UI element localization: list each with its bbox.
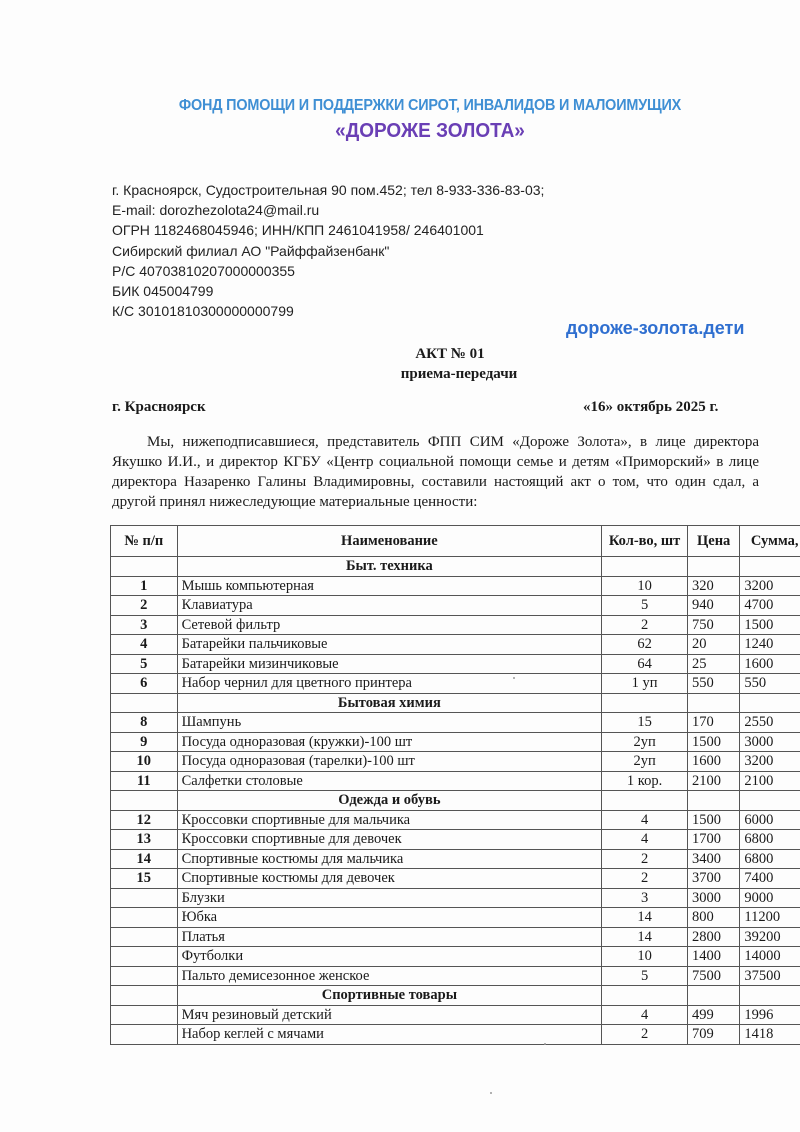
table-row xyxy=(111,752,800,772)
cell-price: 550 xyxy=(687,674,739,694)
cell-name: Платья xyxy=(177,927,602,947)
cell-name: Мяч резиновый детский xyxy=(177,1005,602,1025)
table-row xyxy=(111,674,800,694)
cell-qty: 10 xyxy=(602,947,688,967)
cell-qty xyxy=(602,986,688,1006)
act-intro-paragraph: Мы, нижеподписавшиеся, представитель ФПП СИМ «Дороже Золота», в лице директора Якушко И.И., и директор КГБУ «Центр социальной помощи семье и детям «Приморский» в лице директора Назаренко Галины Владимировны, составили настоящий акт о том, что один сдал, а другой принял нижеследующие материальные ценности: xyxy=(112,434,759,510)
cell-num: 9 xyxy=(111,732,178,752)
table-row xyxy=(111,869,800,889)
cell-price: 320 xyxy=(687,576,739,596)
website-link: дороже-золота.дети xyxy=(566,318,745,338)
cell-name: Юбка xyxy=(177,908,602,928)
scan-speck xyxy=(513,677,515,679)
table-row xyxy=(111,830,800,850)
cell-name: Сетевой фильтр xyxy=(177,615,602,635)
cell-price: 3700 xyxy=(687,869,739,889)
header-qty: Кол-во, шт xyxy=(602,526,688,557)
cell-qty: 14 xyxy=(602,908,688,928)
cell-sum: 550 xyxy=(740,674,800,694)
cell-name: Шампунь xyxy=(177,713,602,733)
cell-num: 13 xyxy=(111,830,178,850)
table-row xyxy=(111,635,800,655)
cell-num: 4 xyxy=(111,635,178,655)
cell-qty: 64 xyxy=(602,654,688,674)
cell-qty xyxy=(602,693,688,713)
table-row xyxy=(111,1025,800,1045)
cell-sum xyxy=(740,791,800,811)
cell-qty: 4 xyxy=(602,830,688,850)
cell-num: 5 xyxy=(111,654,178,674)
cell-name: Посуда одноразовая (кружки)-100 шт xyxy=(177,732,602,752)
cell-sum: 6800 xyxy=(740,849,800,869)
header-name: Наименование xyxy=(177,526,602,557)
cell-num xyxy=(111,557,178,577)
scan-speck xyxy=(544,1043,546,1045)
cell-qty: 3 xyxy=(602,888,688,908)
organization-header xyxy=(0,96,800,144)
table-row xyxy=(111,771,800,791)
category-row xyxy=(111,986,800,1006)
cell-sum xyxy=(740,557,800,577)
cell-qty: 4 xyxy=(602,1005,688,1025)
act-city: г. Красноярск xyxy=(112,399,206,415)
cell-sum: 3000 xyxy=(740,732,800,752)
cell-name: Салфетки столовые xyxy=(177,771,602,791)
cell-num: 14 xyxy=(111,849,178,869)
cell-num xyxy=(111,693,178,713)
cell-sum: 1600 xyxy=(740,654,800,674)
table-header-row xyxy=(111,526,800,557)
cell-num xyxy=(111,927,178,947)
cell-num: 15 xyxy=(111,869,178,889)
contact-email: E-mail: dorozhezolota24@mail.ru xyxy=(112,202,320,219)
act-date: «16» октябрь 2025 г. xyxy=(583,399,719,415)
cell-price: 7500 xyxy=(687,966,739,986)
cell-name: Клавиатура xyxy=(177,596,602,616)
cell-num: 12 xyxy=(111,810,178,830)
table-row xyxy=(111,654,800,674)
table-row xyxy=(111,615,800,635)
cell-qty: 10 xyxy=(602,576,688,596)
header-num: № п/п xyxy=(111,526,178,557)
cell-sum: 7400 xyxy=(740,869,800,889)
items-table xyxy=(110,525,800,1045)
cell-qty: 2уп xyxy=(602,752,688,772)
cell-qty: 2 xyxy=(602,615,688,635)
cell-price xyxy=(687,557,739,577)
cell-sum: 2100 xyxy=(740,771,800,791)
table-row xyxy=(111,596,800,616)
cell-price: 25 xyxy=(687,654,739,674)
cell-sum: 11200 xyxy=(740,908,800,928)
cell-num xyxy=(111,1025,178,1045)
cell-num: 10 xyxy=(111,752,178,772)
cell-qty: 1 кор. xyxy=(602,771,688,791)
cell-price: 1700 xyxy=(687,830,739,850)
cell-price: 3000 xyxy=(687,888,739,908)
cell-price: 1600 xyxy=(687,752,739,772)
cell-num: 11 xyxy=(111,771,178,791)
contact-address: г. Красноярск, Судостроительная 90 пом.452; тел 8-933-336-83-03; xyxy=(112,182,545,198)
category-label: Одежда и обувь xyxy=(177,791,602,811)
cell-name: Спортивные костюмы для девочек xyxy=(177,869,602,889)
cell-num xyxy=(111,888,178,908)
table-row xyxy=(111,713,800,733)
cell-price: 940 xyxy=(687,596,739,616)
cell-name: Набор кеглей с мячами xyxy=(177,1025,602,1045)
cell-name: Пальто демисезонное женское xyxy=(177,966,602,986)
cell-name: Батарейки пальчиковые xyxy=(177,635,602,655)
cell-num xyxy=(111,1005,178,1025)
cell-sum xyxy=(740,693,800,713)
table-row xyxy=(111,576,800,596)
cell-price: 709 xyxy=(687,1025,739,1045)
cell-qty: 2 xyxy=(602,1025,688,1045)
cell-sum: 3200 xyxy=(740,752,800,772)
cell-num: 8 xyxy=(111,713,178,733)
organization-contacts xyxy=(112,180,544,321)
cell-price: 2800 xyxy=(687,927,739,947)
table-row xyxy=(111,888,800,908)
cell-price: 3400 xyxy=(687,849,739,869)
cell-sum: 1500 xyxy=(740,615,800,635)
cell-name: Батарейки мизинчиковые xyxy=(177,654,602,674)
table-row xyxy=(111,732,800,752)
cell-price xyxy=(687,986,739,1006)
cell-sum: 3200 xyxy=(740,576,800,596)
cell-price: 750 xyxy=(687,615,739,635)
cell-name: Кроссовки спортивные для девочек xyxy=(177,830,602,850)
cell-price xyxy=(687,791,739,811)
cell-sum: 2550 xyxy=(740,713,800,733)
cell-name: Спортивные костюмы для мальчика xyxy=(177,849,602,869)
cell-qty: 62 xyxy=(602,635,688,655)
act-title: АКТ № 01 xyxy=(415,346,485,362)
contact-ogrn-inn: ОГРН 1182468045946; ИНН/КПП 2461041958/ 246401001 xyxy=(112,222,484,239)
scan-speck xyxy=(490,1092,492,1094)
table-row xyxy=(111,849,800,869)
cell-num xyxy=(111,908,178,928)
cell-qty: 15 xyxy=(602,713,688,733)
cell-num xyxy=(111,947,178,967)
table-row xyxy=(111,908,800,928)
table-row xyxy=(111,810,800,830)
category-row xyxy=(111,693,800,713)
cell-num: 1 xyxy=(111,576,178,596)
contact-account: Р/С 40703810207000000355 xyxy=(112,262,295,279)
cell-qty: 5 xyxy=(602,596,688,616)
table-row xyxy=(111,927,800,947)
category-label: Быт. техника xyxy=(177,557,602,577)
cell-name: Набор чернил для цветного принтера xyxy=(177,674,602,694)
cell-qty xyxy=(602,557,688,577)
cell-num: 2 xyxy=(111,596,178,616)
cell-sum xyxy=(740,986,800,1006)
cell-sum: 1996 xyxy=(740,1005,800,1025)
cell-price: 1500 xyxy=(687,732,739,752)
cell-sum: 39200 xyxy=(740,927,800,947)
cell-qty: 2 xyxy=(602,849,688,869)
cell-qty xyxy=(602,791,688,811)
category-label: Спортивные товары xyxy=(177,986,602,1006)
cell-sum: 37500 xyxy=(740,966,800,986)
cell-qty: 14 xyxy=(602,927,688,947)
header-price: Цена xyxy=(687,526,739,557)
cell-num: 6 xyxy=(111,674,178,694)
contact-corr-account: К/С 30101810300000000799 xyxy=(112,303,294,320)
cell-price: 800 xyxy=(687,908,739,928)
cell-qty: 1 уп xyxy=(602,674,688,694)
cell-sum: 6800 xyxy=(740,830,800,850)
cell-name: Блузки xyxy=(177,888,602,908)
cell-name: Кроссовки спортивные для мальчика xyxy=(177,810,602,830)
table-body xyxy=(111,557,800,1045)
cell-name: Футболки xyxy=(177,947,602,967)
cell-sum: 9000 xyxy=(740,888,800,908)
cell-sum: 1240 xyxy=(740,635,800,655)
organization-full-name: ФОНД ПОМОЩИ И ПОДДЕРЖКИ СИРОТ, ИНВАЛИДОВ И МАЛОИМУЩИХ xyxy=(178,97,682,114)
cell-sum: 6000 xyxy=(740,810,800,830)
cell-qty: 2 xyxy=(602,869,688,889)
cell-name: Посуда одноразовая (тарелки)-100 шт xyxy=(177,752,602,772)
cell-name: Мышь компьютерная xyxy=(177,576,602,596)
cell-price xyxy=(687,693,739,713)
cell-sum: 14000 xyxy=(740,947,800,967)
act-subtitle: приема-передачи xyxy=(400,366,518,382)
category-row xyxy=(111,791,800,811)
cell-price: 170 xyxy=(687,713,739,733)
table-row xyxy=(111,947,800,967)
cell-price: 2100 xyxy=(687,771,739,791)
category-label: Бытовая химия xyxy=(177,693,602,713)
contact-bik: БИК 045004799 xyxy=(112,283,214,300)
cell-sum: 1418 xyxy=(740,1025,800,1045)
cell-price: 20 xyxy=(687,635,739,655)
table-row xyxy=(111,966,800,986)
cell-qty: 4 xyxy=(602,810,688,830)
header-sum: Сумма, xyxy=(740,526,800,557)
cell-price: 1400 xyxy=(687,947,739,967)
cell-price: 499 xyxy=(687,1005,739,1025)
table-row xyxy=(111,1005,800,1025)
contact-bank: Сибирский филиал АО "Райффайзенбанк" xyxy=(112,242,390,259)
organization-brand-name: «ДОРОЖЕ ЗОЛОТА» xyxy=(335,120,525,142)
category-row xyxy=(111,557,800,577)
cell-price: 1500 xyxy=(687,810,739,830)
cell-num xyxy=(111,791,178,811)
cell-num xyxy=(111,966,178,986)
cell-num xyxy=(111,986,178,1006)
cell-qty: 2уп xyxy=(602,732,688,752)
act-title-block xyxy=(0,344,800,384)
cell-qty: 5 xyxy=(602,966,688,986)
cell-sum: 4700 xyxy=(740,596,800,616)
cell-num: 3 xyxy=(111,615,178,635)
